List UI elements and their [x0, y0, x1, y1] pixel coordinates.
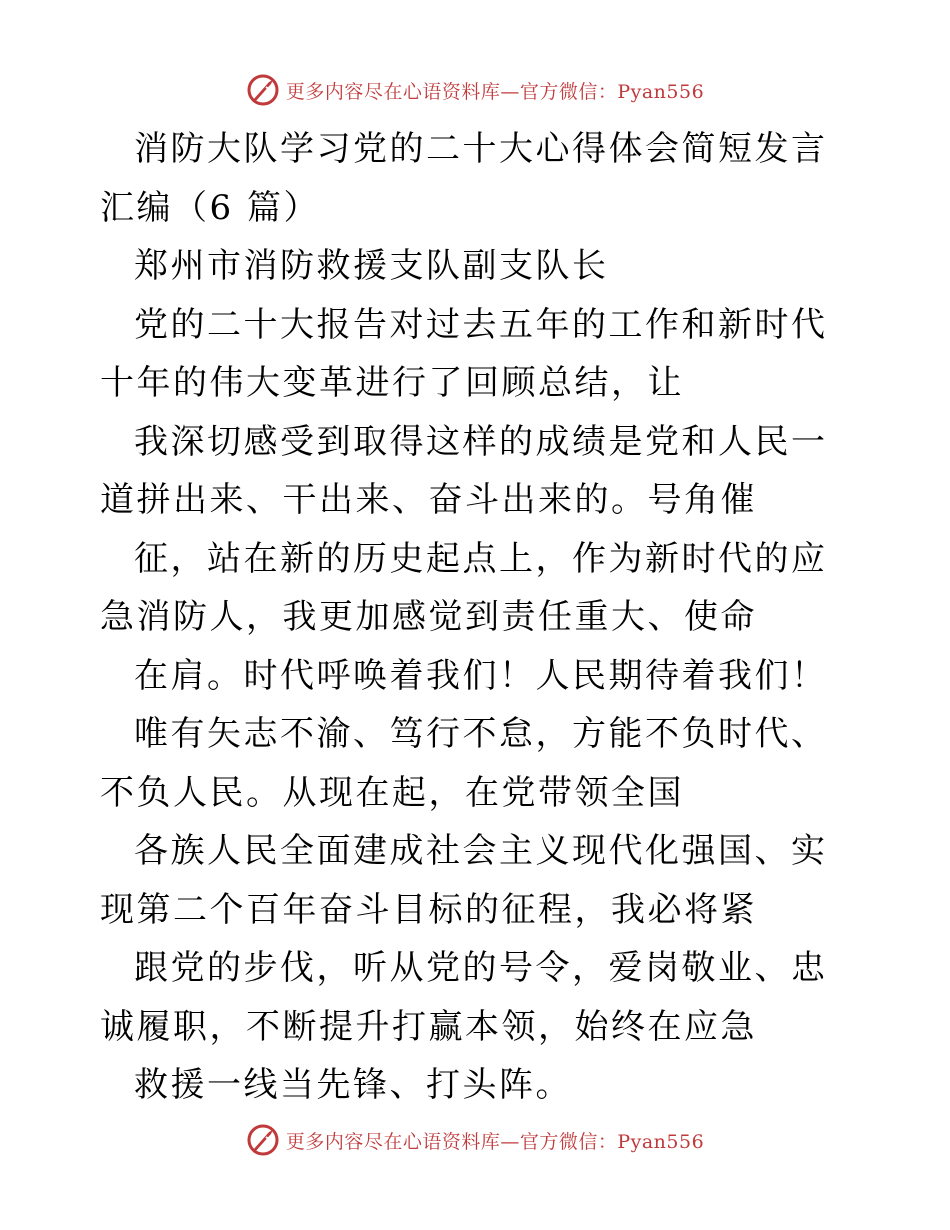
quill-pen-logo-icon [246, 73, 280, 107]
body-paragraph: 救援一线当先锋、打头阵。 [134, 1065, 572, 1105]
author-line: 郑州市消防救援支队副支队长 [134, 246, 609, 286]
footer-watermark [0, 1120, 950, 1160]
quill-pen-logo-icon [246, 1123, 280, 1157]
body-paragraph: 党的二十大报告对过去五年的工作和新时代十年的伟大变革进行了回顾总结，让 [100, 304, 828, 403]
body-paragraph: 各族人民全面建成社会主义现代化强国、实现第二个百年奋斗目标的征程，我必将紧 [100, 831, 828, 930]
body-paragraph: 征，站在新的历史起点上，作为新时代的应急消防人，我更加感觉到责任重大、使命 [100, 538, 828, 637]
document-body [100, 120, 855, 1115]
body-paragraph: 唯有矢志不渝、笃行不怠，方能不负时代、不负人民。从现在起，在党带领全国 [100, 714, 828, 813]
body-paragraph: 我深切感受到取得这样的成绩是党和人民一道拼出来、干出来、奋斗出来的。号角催 [100, 421, 828, 520]
watermark-text: 更多内容尽在心语资料库—官方微信：Pyan556 [285, 1130, 705, 1153]
body-paragraph: 跟党的步伐，听从党的号令，爱岗敬业、忠诚履职，不断提升打赢本领，始终在应急 [100, 948, 828, 1047]
body-paragraph: 在肩。时代呼唤着我们！人民期待着我们！ [134, 655, 828, 696]
watermark-text: 更多内容尽在心语资料库—官方微信：Pyan556 [285, 80, 705, 103]
header-watermark [0, 70, 950, 110]
document-title: 消防大队学习党的二十大心得体会简短发言汇编（6 篇） [100, 129, 828, 228]
